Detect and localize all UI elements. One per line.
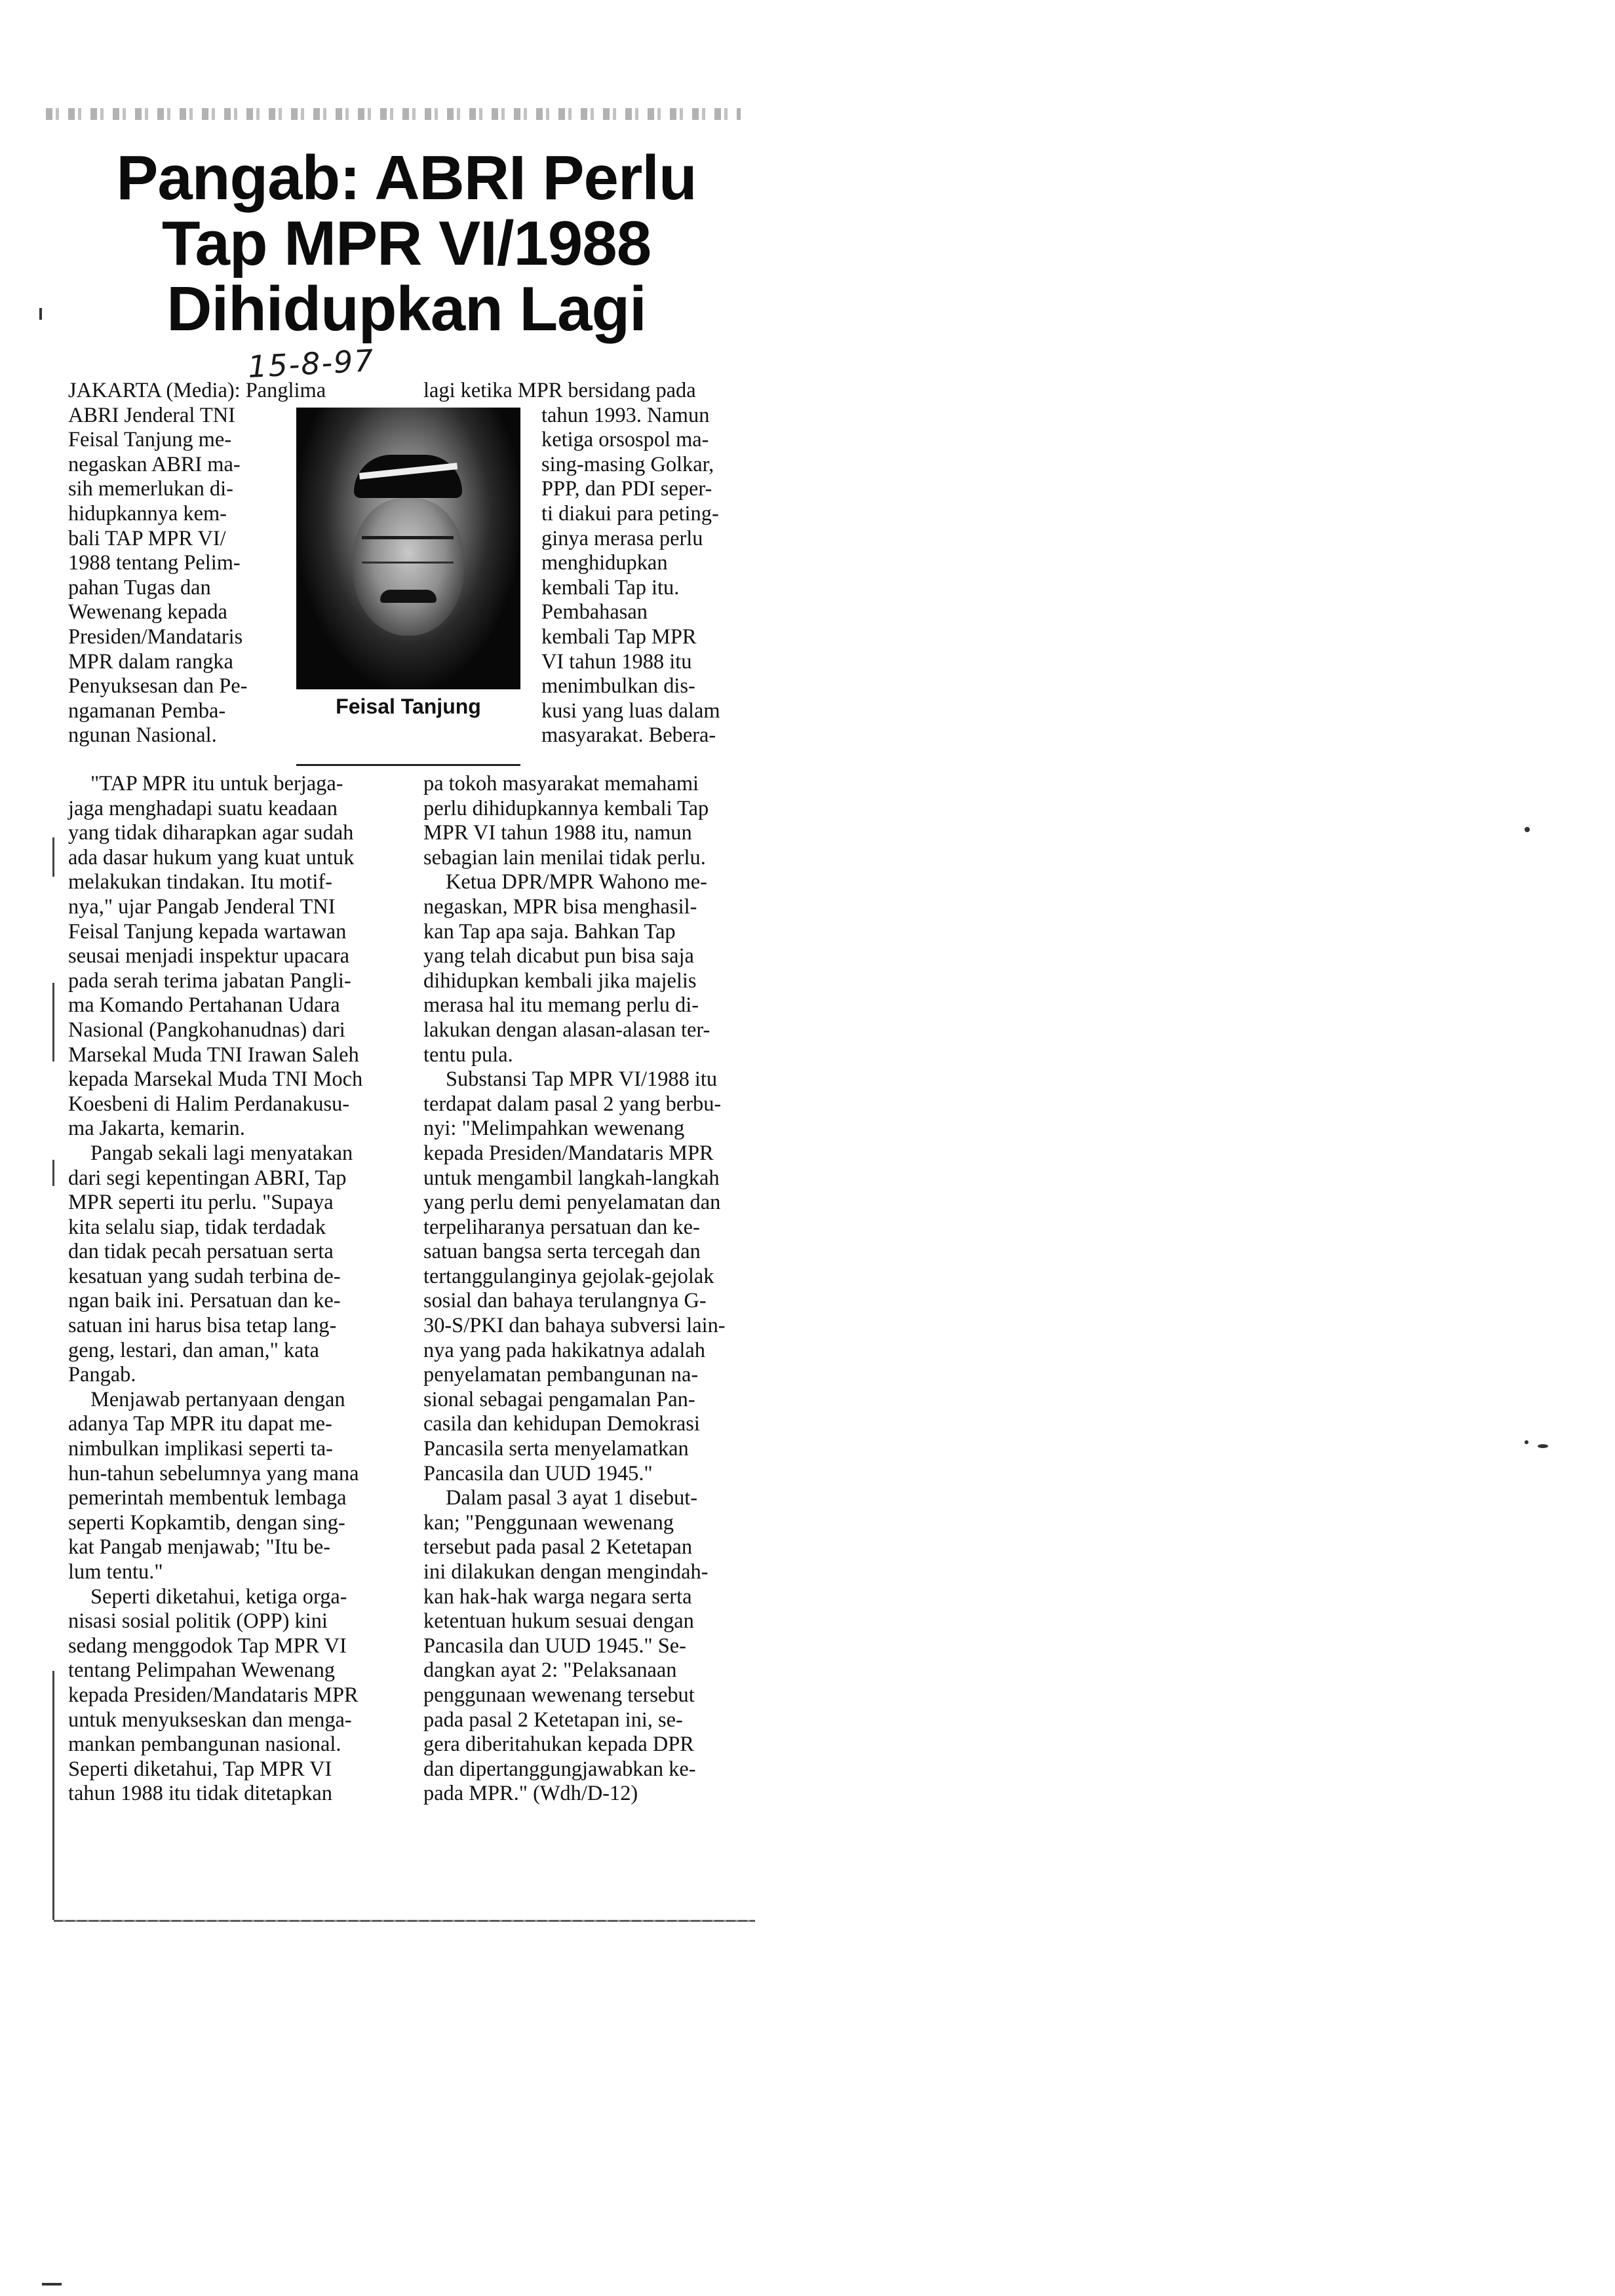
text-line: kembali Tap itu.: [541, 575, 680, 600]
text-line: ginya merasa perlu: [541, 526, 703, 550]
text-line: ABRI Jenderal TNI: [68, 403, 235, 427]
text-line: dihidupkan kembali jika majelis: [423, 968, 697, 993]
text-line: ti diakui para peting-: [541, 501, 719, 526]
text-line: Nasional (Pangkohanudnas) dari: [68, 1018, 345, 1042]
text-line: lagi ketika MPR bersidang pada: [423, 379, 696, 402]
text-line: pa tokoh masyarakat memahami: [423, 772, 699, 795]
text-line: ketiga orsospol ma-: [541, 428, 709, 452]
text-line: kat Pangab menjawab; "Itu be-: [68, 1535, 330, 1559]
text-line: MPR dalam rangka: [68, 649, 233, 674]
text-line: seusai menjadi inspektur upacara: [68, 944, 350, 968]
text-line: Pancasila dan UUD 1945.": [423, 1461, 653, 1485]
text-line: geng, lestari, dan aman," kata: [68, 1338, 319, 1362]
text-line: nya," ujar Pangab Jenderal TNI: [68, 894, 336, 919]
text-line: dan tidak pecah persatuan serta: [68, 1240, 334, 1264]
text-line: pemerintah membentuk lembaga: [68, 1486, 347, 1510]
text-line: casila dan kehidupan Demokrasi: [423, 1412, 700, 1436]
text-line: kepada Presiden/Mandataris MPR: [68, 1683, 359, 1707]
text-line: ngan baik ini. Persatuan dan ke-: [68, 1289, 341, 1313]
text-line: pada pasal 2 Ketetapan ini, se-: [423, 1708, 683, 1732]
article-column-mid-first-line: [423, 379, 752, 404]
headline-line-1: Pangab: ABRI Perlu: [116, 143, 697, 213]
text-line: perlu dihidupkannya kembali Tap: [423, 796, 709, 820]
text-line: melakukan tindakan. Itu motif-: [68, 870, 332, 894]
text-line: untuk menyukseskan dan menga-: [68, 1708, 352, 1732]
text-line: lum tentu.": [68, 1560, 163, 1584]
text-line: Penyuksesan dan Pe-: [68, 674, 248, 698]
text-line: seperti Kopkamtib, dengan sing-: [68, 1510, 345, 1535]
text-line: penyelamatan pembangunan na-: [423, 1363, 699, 1387]
text-line: PPP, dan PDI seper-: [541, 477, 712, 501]
text-line: untuk mengambil langkah-langkah: [423, 1166, 720, 1190]
text-line: MPR VI tahun 1988 itu, namun: [423, 821, 692, 845]
text-line: 1988 tentang Pelim-: [68, 551, 241, 575]
scan-margin-mark: [52, 1160, 54, 1186]
text-line: MPR seperti itu perlu. "Supaya: [68, 1191, 334, 1215]
text-line: yang telah dicabut pun bisa saja: [423, 944, 694, 968]
text-line: ma Jakarta, kemarin.: [68, 1117, 245, 1141]
text-line: 30-S/PKI dan bahaya subversi lain-: [423, 1314, 726, 1338]
scan-speck: [39, 308, 42, 320]
bottom-rule: [54, 1920, 755, 1922]
text-line: adanya Tap MPR itu dapat me-: [68, 1412, 332, 1436]
photo-caption: Feisal Tanjung: [336, 695, 481, 718]
text-line: kepada Marsekal Muda TNI Moch: [68, 1067, 363, 1092]
text-line: lakukan dengan alasan-alasan ter-: [423, 1018, 710, 1042]
text-line: sedang menggodok Tap MPR VI: [68, 1634, 347, 1658]
text-line: Pancasila serta menyelamatkan: [423, 1437, 689, 1461]
text-line: hidupkannya kem-: [68, 501, 227, 526]
scan-margin-mark: [52, 983, 54, 1062]
text-line: tentang Pelimpahan Wewenang: [68, 1658, 335, 1683]
text-line: ketentuan hukum sesuai dengan: [423, 1609, 694, 1634]
text-line: Menjawab pertanyaan dengan: [90, 1387, 345, 1411]
text-line: tentu pula.: [423, 1043, 513, 1067]
text-line: kita selalu siap, tidak terdadak: [68, 1215, 326, 1239]
text-line: sebagian lain menilai tidak perlu.: [423, 845, 706, 870]
text-line: nisasi sosial politik (OPP) kini: [68, 1609, 328, 1634]
text-line: Seperti diketahui, ketiga orga-: [90, 1584, 347, 1609]
text-line: tahun 1988 itu tidak ditetapkan: [68, 1782, 333, 1806]
text-line: kan; "Penggunaan wewenang: [423, 1510, 674, 1535]
text-line: Pancasila dan UUD 1945." Se-: [423, 1634, 686, 1658]
text-line: satuan bangsa serta tercegah dan: [423, 1240, 701, 1264]
text-line: JAKARTA (Media): Panglima: [68, 379, 326, 402]
text-line: Feisal Tanjung me-: [68, 428, 232, 452]
headline: [52, 145, 760, 342]
text-line: Seperti diketahui, Tap MPR VI: [68, 1757, 332, 1781]
text-line: nimbulkan implikasi seperti ta-: [68, 1437, 333, 1461]
text-line: Pangab.: [68, 1363, 136, 1387]
text-line: pahan Tugas dan: [68, 575, 211, 600]
text-line: Ketua DPR/MPR Wahono me-: [446, 870, 707, 894]
headline-line-3: Dihidupkan Lagi: [166, 274, 646, 344]
text-line: ma Komando Pertahanan Udara: [68, 993, 340, 1018]
text-line: kan Tap apa saja. Bahkan Tap: [423, 919, 676, 944]
text-line: pada serah terima jabatan Pangli-: [68, 968, 351, 993]
mustache-shape: [380, 590, 437, 603]
text-line: kusi yang luas dalam: [541, 698, 720, 723]
text-line: Marsekal Muda TNI Irawan Saleh: [68, 1043, 359, 1067]
text-line: penggunaan wewenang tersebut: [423, 1683, 695, 1707]
scan-margin-mark: [52, 1671, 54, 1920]
text-line: Pangab sekali lagi menyatakan: [90, 1141, 353, 1165]
scan-margin-mark: [52, 837, 54, 877]
text-line: Dalam pasal 3 ayat 1 disebut-: [446, 1486, 698, 1510]
text-line: menghidupkan: [541, 551, 668, 575]
text-line: yang perlu demi penyelamatan dan: [423, 1191, 721, 1215]
text-line: mankan pembangunan nasional.: [68, 1732, 341, 1757]
text-line: kembali Tap MPR: [541, 624, 697, 649]
text-line: sional sebagai pengamalan Pan-: [423, 1387, 695, 1411]
article-column-mid-bottom: [423, 772, 752, 1807]
face-shape: [353, 498, 464, 636]
text-line: terpeliharanya persatuan dan ke-: [423, 1215, 700, 1239]
text-line: Pembahasan: [541, 600, 648, 624]
text-line: tertanggulanginya gejolak-gejolak: [423, 1264, 714, 1288]
text-line: dari segi kepentingan ABRI, Tap: [68, 1166, 347, 1190]
text-line: masyarakat. Bebera-: [541, 723, 716, 748]
text-line: ada dasar hukum yang kuat untuk: [68, 845, 355, 870]
scan-speck: [1525, 1440, 1528, 1444]
text-line: nya yang pada hakikatnya adalah: [423, 1338, 705, 1362]
text-line: gera diberitahukan kepada DPR: [423, 1732, 694, 1757]
text-line: merasa hal itu memang perlu di-: [423, 993, 699, 1018]
text-line: VI tahun 1988 itu: [541, 649, 692, 674]
text-line: negaskan, MPR bisa menghasil-: [423, 894, 697, 919]
text-line: ngunan Nasional.: [68, 723, 217, 748]
scan-speck: [1538, 1444, 1548, 1448]
text-line: jaga menghadapi suatu keadaan: [68, 796, 338, 820]
text-line: ngamanan Pemba-: [68, 698, 226, 723]
article-column-left-bottom: [68, 772, 401, 1807]
text-line: sosial dan bahaya terulangnya G-: [423, 1289, 707, 1313]
text-line: dangkan ayat 2: "Pelaksanaan: [423, 1658, 677, 1683]
text-line: ini dilakukan dengan mengindah-: [423, 1560, 709, 1584]
glasses-shape: [362, 536, 454, 564]
text-line: Substansi Tap MPR VI/1988 itu: [446, 1067, 718, 1092]
text-line: menimbulkan dis-: [541, 674, 695, 698]
handwritten-date: 15-8-97: [246, 342, 376, 385]
text-line: kan hak-hak warga negara serta: [423, 1584, 692, 1609]
text-line: pada MPR." (Wdh/D-12): [423, 1782, 638, 1806]
text-line: hun-tahun sebelumnya yang mana: [68, 1461, 359, 1485]
text-line: tersebut pada pasal 2 Ketetapan: [423, 1535, 693, 1559]
text-line: satuan ini harus bisa tetap lang-: [68, 1314, 337, 1338]
text-line: yang tidak diharapkan agar sudah: [68, 821, 354, 845]
text-line: Feisal Tanjung kepada wartawan: [68, 919, 347, 944]
text-line: nyi: "Melimpahkan wewenang: [423, 1117, 685, 1141]
headline-line-2: Tap MPR VI/1988: [161, 208, 652, 278]
text-line: sing-masing Golkar,: [541, 452, 714, 476]
text-line: Wewenang kepada: [68, 600, 227, 624]
text-line: bali TAP MPR VI/: [68, 526, 226, 550]
cut-off-text-strip: [46, 108, 741, 120]
text-line: negaskan ABRI ma-: [68, 452, 241, 476]
text-line: Koesbeni di Halim Perdanakusu-: [68, 1092, 350, 1116]
text-line: kesatuan yang sudah terbina de-: [68, 1264, 341, 1288]
caption-rule: [296, 764, 520, 766]
text-line: terdapat dalam pasal 2 yang berbu-: [423, 1092, 722, 1116]
text-line: Presiden/Mandataris: [68, 624, 243, 649]
scan-speck: [42, 2283, 62, 2286]
article-column-mid-wrapped: [541, 404, 752, 748]
text-line: dan dipertanggungjawabkan ke-: [423, 1757, 696, 1781]
portrait-photo: [296, 408, 520, 689]
scan-speck: [1525, 827, 1530, 832]
text-line: sih memerlukan di-: [68, 477, 233, 501]
text-line: "TAP MPR itu untuk berjaga-: [90, 772, 343, 795]
text-line: tahun 1993. Namun: [541, 403, 710, 427]
text-line: kepada Presiden/Mandataris MPR: [423, 1141, 714, 1165]
